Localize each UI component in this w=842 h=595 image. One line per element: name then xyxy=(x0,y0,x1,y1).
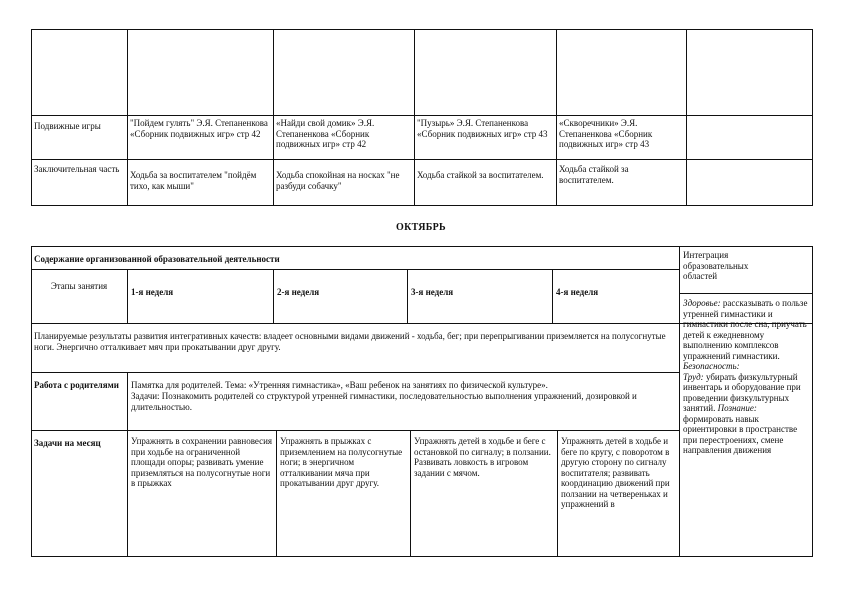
top-table-col-divider xyxy=(686,29,687,206)
main-table-col-divider xyxy=(127,372,128,431)
main-table-row-divider xyxy=(31,430,679,431)
main-table-col-divider xyxy=(407,269,408,324)
main-table-col-divider xyxy=(31,246,32,557)
top-table-col-divider xyxy=(127,29,128,206)
week-header-3: 3-я неделя xyxy=(411,287,454,297)
top-table-border-top xyxy=(31,29,813,30)
integration-health-label: Здоровье: xyxy=(683,298,721,308)
main-table-col-divider xyxy=(273,269,274,324)
top-table-col-divider xyxy=(273,29,274,206)
top-table-border-bottom xyxy=(31,205,813,206)
task-week-3: Упражнять детей в ходьбе и беге с остановкой по сигналу; в ползании. Развивать ловкость в игровом задании с мячом. xyxy=(414,436,551,478)
week-header-2: 2-я неделя xyxy=(277,287,320,297)
main-table-border-bottom xyxy=(31,556,813,557)
parents-label: Работа с родителями xyxy=(34,380,119,390)
integration-cognition-text: формировать навык ориентировки в пространстве при перестроениях, смене направления движения xyxy=(683,413,798,455)
top-games-week4: «Скворечники» Э.Я. Степаненкова «Сборник подвижных игр» стр 43 xyxy=(559,118,653,149)
top-final-week1: Ходьба за воспитателем "пойдём тихо, как мыши" xyxy=(130,170,257,191)
top-table-col-divider xyxy=(812,29,813,206)
main-table-col-divider xyxy=(276,430,277,557)
integration-header-divider xyxy=(679,293,813,294)
tasks-label: Задачи на месяц xyxy=(34,438,101,448)
top-games-week1: "Пойдем гулять" Э.Я. Степаненкова «Сборник подвижных игр» стр 42 xyxy=(130,118,268,139)
integration-header: Интеграция образовательных областей xyxy=(683,250,749,281)
top-games-week3: "Пузырь» Э.Я. Степаненкова «Сборник подвижных игр» стр 43 xyxy=(417,118,548,139)
main-table-col-divider xyxy=(127,430,128,557)
main-table-col-divider xyxy=(679,246,680,557)
main-table-col-divider xyxy=(127,269,128,324)
main-table-border-top xyxy=(31,246,813,247)
task-week-4: Упражнять детей в ходьбе и беге по кругу, с поворотом в другую сторону по сигналу воспитателя; развивать координацию движений при ползании на четвереньках и упражнений в xyxy=(561,436,670,509)
top-row-label-games: Подвижные игры xyxy=(34,121,101,131)
main-table-col-divider xyxy=(557,430,558,557)
planned-results: Планируемые результаты развития интегративных качеств: владеет основными видами движений - ходьба, бег; при перепрыгивании приземляется на полусогнутые ноги. Энергично отталкивает мяч при прокатывании друг другу. xyxy=(34,331,666,352)
top-table-col-divider xyxy=(414,29,415,206)
integration-cognition-label: Познание: xyxy=(717,403,757,413)
main-table-col-divider xyxy=(552,269,553,324)
month-title: ОКТЯБРЬ xyxy=(396,222,446,233)
top-final-week2: Ходьба спокойная на носках "не разбуди собачку" xyxy=(276,170,400,191)
task-week-1: Упражнять в сохранении равновесия при ходьбе на ограниченной площади опоры; развивать умение приземляться на полусогнутые ноги в прыжках xyxy=(131,436,273,488)
integration-labor-text: убирать физкультурный инвентарь и оборудование при проведении физкультурных занятий. xyxy=(683,371,801,413)
integration-labor-label: Труд: xyxy=(683,371,704,382)
top-table-col-divider xyxy=(31,29,32,206)
top-final-week3: Ходьба стайкой за воспитателем. xyxy=(417,170,544,180)
integration-health xyxy=(683,298,807,361)
week-header-1: 1-я неделя xyxy=(131,287,174,297)
stages-label: Этапы занятия xyxy=(50,281,108,291)
integration-health-text: рассказывать о пользе утренней гимнастики и гимнастики после сна, приучать детей к ежедневному выполнению комплексов упражнений гимнастики. xyxy=(683,298,808,361)
integration-safety-label: Безопасность: xyxy=(683,361,740,371)
main-table-row-divider xyxy=(31,372,679,373)
top-table-col-divider xyxy=(556,29,557,206)
task-week-2: Упражнять в прыжках с приземлением на полусогнутые ноги; в энергичном отталкивании мяча при прокатывании друг другу. xyxy=(280,436,403,488)
main-table-col-divider xyxy=(812,246,813,557)
top-final-week4: Ходьба стайкой за воспитателем. xyxy=(559,164,629,185)
main-table-row-divider xyxy=(31,269,679,270)
integration-list xyxy=(683,298,809,456)
main-table-col-divider xyxy=(410,430,411,557)
week-header-4: 4-я неделя xyxy=(556,287,599,297)
parents-memo: Памятка для родителей. Тема: «Утренняя гимнастика», «Ваш ребенок на занятиях по физической культуре». xyxy=(131,380,548,390)
top-table-row-divider xyxy=(31,159,813,160)
top-games-week2: «Найди свой домик» Э.Я. Степаненкова «Сборник подвижных игр» стр 42 xyxy=(276,118,375,149)
top-row-label-final: Заключительная часть xyxy=(34,164,120,174)
main-table-header: Содержание организованной образовательной деятельности xyxy=(34,254,280,264)
top-table-row-divider xyxy=(31,115,813,116)
parents-task: Задачи: Познакомить родителей со структурой утренней гимнастики, последовательностью выполнения упражнений, дозировкой и длительностью. xyxy=(131,391,637,412)
